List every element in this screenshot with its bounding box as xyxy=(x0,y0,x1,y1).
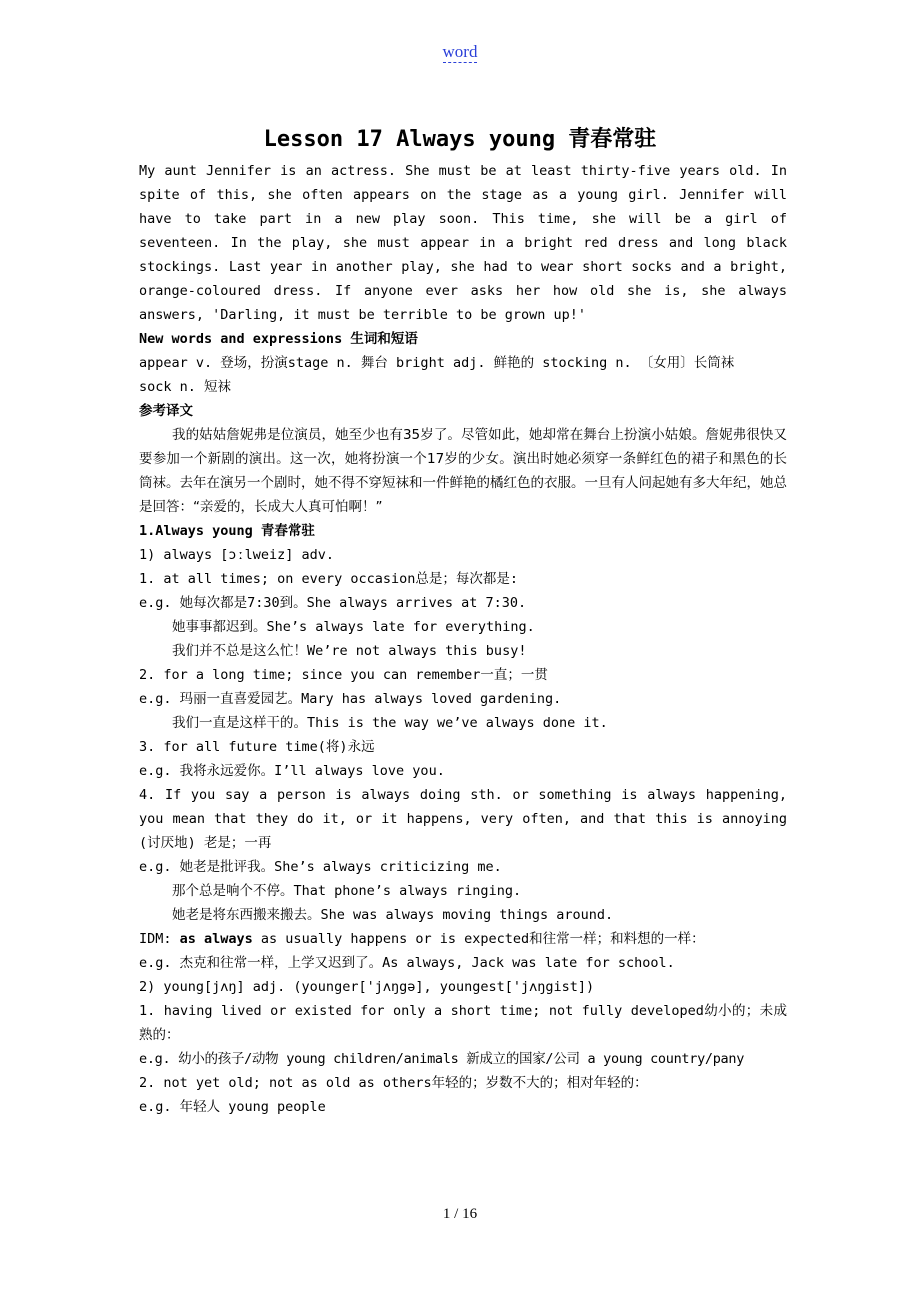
idiom-definition: as usually happens or is expected和往常一样；和料想的一样： xyxy=(252,931,705,947)
example-line: e.g. 我将永远爱你。I’ll always love you. xyxy=(139,763,445,779)
sense-line: 2. for a long time; since you can remember一直；一贯 xyxy=(139,667,548,683)
entry-heading-young: 2) young[jʌŋ] adj. (younger['jʌŋgə], youngest['jʌŋgist]) xyxy=(139,979,595,995)
example-line: 那个总是响个不停。That phone’s always ringing. xyxy=(172,883,522,899)
sense-line: 1. having lived or existed for only a short time; not fully developed幼小的；未成熟的： xyxy=(139,1003,787,1043)
sense-line: 2. not yet old; not as old as others年轻的；岁数不大的；相对年轻的： xyxy=(139,1075,648,1091)
example-line: 我们并不总是这么忙！We’re not always this busy! xyxy=(172,643,527,659)
idiom-label: IDM: xyxy=(139,931,180,947)
example-line: 她老是将东西搬来搬去。She was always moving things around. xyxy=(172,907,614,923)
idiom-line xyxy=(139,927,787,951)
header-word-link[interactable]: word xyxy=(442,42,478,61)
example-line: 我们一直是这样干的。This is the way we’ve always done it. xyxy=(172,715,608,731)
translation-heading: 参考译文 xyxy=(139,403,193,419)
page-number: 1 / 16 xyxy=(442,1206,478,1222)
example-line: e.g. 年轻人 young people xyxy=(139,1099,326,1115)
idiom-term: as always xyxy=(179,931,253,947)
sense-line: 4. If you say a person is always doing sth. or something is always happening, you mean that they do it, or it happens, very often, and that this is annoying (讨厌地) 老是；一再 xyxy=(139,787,787,851)
example-line: e.g. 杰克和往常一样，上学又迟到了。As always, Jack was late for school. xyxy=(139,955,675,971)
translation-paragraph: 我的姑姑詹妮弗是位演员，她至少也有35岁了。尽管如此，她却常在舞台上扮演小姑娘。詹妮弗很快又要参加一个新剧的演出。这一次，她将扮演一个17岁的少女。演出时她必须穿一条鲜红色的裙子和黑色的长筒袜。去年在演另一个剧时，她不得不穿短袜和一件鲜艳的橘红色的衣服。一旦有人问起她有多大年纪，她总是回答：“亲爱的，长成大人真可怕啊！” xyxy=(139,427,787,515)
vocab-line: appear v. 登场，扮演stage n. 舞台 bright adj. 鲜艳的 stocking n. 〔女用〕长筒袜 xyxy=(139,355,735,371)
vocab-heading: New words and expressions 生词和短语 xyxy=(139,331,418,347)
sense-line: 3. for all future time(将)永远 xyxy=(139,739,375,755)
example-line: e.g. 她每次都是7:30到。She always arrives at 7:30. xyxy=(139,595,527,611)
example-line: e.g. 玛丽一直喜爱园艺。Mary has always loved gardening. xyxy=(139,691,562,707)
example-line: e.g. 幼小的孩子/动物 young children/animals 新成立的国家/公司 a young country/pany xyxy=(139,1051,745,1067)
sense-line: 1. at all times; on every occasion总是；每次都是: xyxy=(139,571,518,587)
page-title: Lesson 17 Always young 青春常驻 xyxy=(263,127,657,152)
example-line: e.g. 她老是批评我。She’s always criticizing me. xyxy=(139,859,502,875)
notes-heading: 1.Always young 青春常驻 xyxy=(139,523,315,539)
vocab-line: sock n. 短袜 xyxy=(139,379,232,395)
passage-paragraph: My aunt Jennifer is an actress. She must be at least thirty-five years old. In spite of this, she often appears on the stage as a young girl. Jennifer will have to take part in a new play soon. This time, she will be a girl of seventeen. In the play, she must appear in a bright red dress and long black stockings. Last year in another play, she had to wear short socks and a bright, orange-coloured dress. If anyone ever asks her how old she is, she always answers, 'Darling, it must be terrible to be grown up!' xyxy=(139,163,787,323)
example-line: 她事事都迟到。She’s always late for everything. xyxy=(172,619,535,635)
entry-heading-always: 1) always [ɔːlweiz] adv. xyxy=(139,547,335,563)
document-body xyxy=(139,159,787,1119)
